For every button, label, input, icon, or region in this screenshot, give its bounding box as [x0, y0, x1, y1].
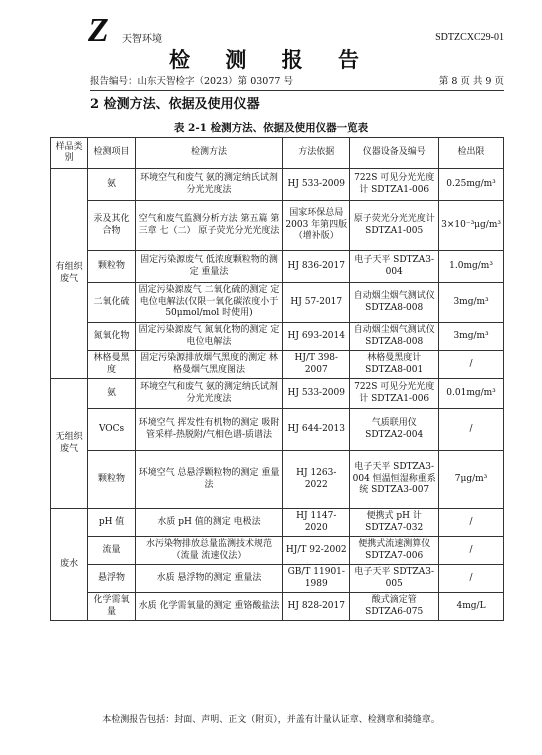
item-cell: 悬浮物	[88, 565, 135, 593]
method-cell: 环境空气和废气 氨的测定纳氏试剂分光光度法	[135, 169, 282, 201]
table-row	[51, 593, 504, 621]
basis-cell: HJ 828-2017	[283, 593, 350, 621]
company-logo	[88, 12, 162, 49]
method-cell: 固定污染源废气 氮氧化物的测定 定电位电解法	[135, 323, 282, 351]
instrument-cell: 自动烟尘烟气测试仪 SDTZA8-008	[350, 283, 439, 323]
category-cell: 废水	[51, 509, 88, 621]
item-cell: 氮氧化物	[88, 323, 135, 351]
method-cell: 固定污染源废气 二氧化硫的测定 定电位电解法(仅限一氧化碳浓度小于 50μmol/mol 时使用)	[135, 283, 282, 323]
basis-cell: 国家环保总局 2003 年第四版（增补版）	[283, 201, 350, 251]
table-row	[51, 323, 504, 351]
instrument-cell: 便携式流速测算仪 SDTZA7-006	[350, 537, 439, 565]
limit-cell: /	[439, 565, 504, 593]
limit-cell: 3mg/m³	[439, 283, 504, 323]
header-basis: 方法依据	[283, 138, 350, 169]
header-instrument: 仪器设备及编号	[350, 138, 439, 169]
footer-note: 本检测报告包括：封面、声明、正文（附页），并盖有计量认证章、检测章和骑缝章。	[102, 715, 440, 725]
item-cell: 化学需氧量	[88, 593, 135, 621]
basis-cell: HJ 1263-2022	[283, 451, 350, 509]
header-category: 样品类别	[51, 138, 88, 169]
report-number: 报告编号：山东天智检字（2023）第 03077 号	[90, 76, 293, 87]
instrument-cell: 电子天平 SDTZA3-005	[350, 565, 439, 593]
table-row	[51, 565, 504, 593]
instrument-cell: 酸式滴定管 SDTZA6-075	[350, 593, 439, 621]
limit-cell: 0.01mg/m³	[439, 379, 504, 409]
category-cell: 无组织废气	[51, 379, 88, 509]
item-cell: 氨	[88, 379, 135, 409]
table-row	[51, 251, 504, 283]
method-cell: 固定污染源废气 低浓度颗粒物的测定 重量法	[135, 251, 282, 283]
limit-cell: /	[439, 537, 504, 565]
instrument-cell: 原子荧光分光光度计 SDTZA1-005	[350, 201, 439, 251]
methods-table	[50, 137, 504, 621]
item-cell: 二氧化硫	[88, 283, 135, 323]
instrument-cell: 722S 可见分光光度计 SDTZA1-006	[350, 169, 439, 201]
item-cell: 颗粒物	[88, 451, 135, 509]
basis-cell: HJ 1147-2020	[283, 509, 350, 537]
item-cell: pH 值	[88, 509, 135, 537]
instrument-cell: 电子天平 SDTZA3-004 恒温恒湿称重系统 SDTZA3-007	[350, 451, 439, 509]
limit-cell: 1.0mg/m³	[439, 251, 504, 283]
method-cell: 水污染物排放总量监测技术规范（流量 流速仪法）	[135, 537, 282, 565]
table-row	[51, 169, 504, 201]
page-title: 检 测 报 告	[169, 47, 373, 72]
limit-cell: 4mg/L	[439, 593, 504, 621]
basis-cell: HJ 57-2017	[283, 283, 350, 323]
basis-cell: HJ 836-2017	[283, 251, 350, 283]
basis-cell: HJ/T 92-2002	[283, 537, 350, 565]
category-cell: 有组织废气	[51, 169, 88, 379]
limit-cell: 7μg/m³	[439, 451, 504, 509]
limit-cell: /	[439, 509, 504, 537]
limit-cell: /	[439, 409, 504, 451]
limit-cell: /	[439, 351, 504, 379]
method-cell: 水质 化学需氧量的测定 重铬酸盐法	[135, 593, 282, 621]
table-row	[51, 537, 504, 565]
basis-cell: GB/T 11901-1989	[283, 565, 350, 593]
page-number: 第 8 页 共 9 页	[438, 76, 504, 87]
header-method: 检测方法	[135, 138, 282, 169]
item-cell: 汞及其化合物	[88, 201, 135, 251]
basis-cell: HJ 533-2009	[283, 169, 350, 201]
limit-cell: 0.25mg/m³	[439, 169, 504, 201]
item-cell: VOCs	[88, 409, 135, 451]
table-row	[51, 201, 504, 251]
method-cell: 环境空气 挥发性有机物的测定 吸附管采样-热脱附/气相色谱-质谱法	[135, 409, 282, 451]
table-row	[51, 351, 504, 379]
instrument-cell: 气质联用仪 SDTZA2-004	[350, 409, 439, 451]
instrument-cell: 电子天平 SDTZA3-004	[350, 251, 439, 283]
basis-cell: HJ 644-2013	[283, 409, 350, 451]
table-header-row	[51, 138, 504, 169]
method-cell: 水质 悬浮物的测定 重量法	[135, 565, 282, 593]
report-meta	[90, 73, 504, 91]
method-cell: 环境空气 总悬浮颗粒物的测定 重量法	[135, 451, 282, 509]
basis-cell: HJ 533-2009	[283, 379, 350, 409]
logo-mark: Z	[88, 12, 108, 49]
table-row	[51, 509, 504, 537]
method-cell: 空气和废气监测分析方法 第五篇 第三章 七（二） 原子荧光分光光度法	[135, 201, 282, 251]
company-name: 天智环境	[122, 34, 162, 45]
header-item: 检测项目	[88, 138, 135, 169]
header-limit: 检出限	[439, 138, 504, 169]
method-cell: 固定污染源排放烟气黑度的测定 林格曼烟气黑度图法	[135, 351, 282, 379]
table-row	[51, 379, 504, 409]
table-caption: 表 2-1 检测方法、依据及使用仪器一览表	[173, 122, 369, 134]
instrument-cell: 722S 可见分光光度计 SDTZA1-006	[350, 379, 439, 409]
table-row	[51, 409, 504, 451]
method-cell: 环境空气和废气 氨的测定纳氏试剂分光光度法	[135, 379, 282, 409]
item-cell: 颗粒物	[88, 251, 135, 283]
instrument-cell: 林格曼黑度计 SDTZA8-001	[350, 351, 439, 379]
item-cell: 流量	[88, 537, 135, 565]
limit-cell: 3×10⁻³μg/m³	[439, 201, 504, 251]
table-row	[51, 283, 504, 323]
table-row	[51, 451, 504, 509]
basis-cell: HJ/T 398-2007	[283, 351, 350, 379]
limit-cell: 3mg/m³	[439, 323, 504, 351]
section-heading: 2 检测方法、依据及使用仪器	[90, 97, 260, 112]
instrument-cell: 便携式 pH 计 SDTZA7-032	[350, 509, 439, 537]
method-cell: 水质 pH 值的测定 电极法	[135, 509, 282, 537]
report-code: SDTZCXC29-01	[435, 32, 504, 43]
instrument-cell: 自动烟尘烟气测试仪 SDTZA8-008	[350, 323, 439, 351]
basis-cell: HJ 693-2014	[283, 323, 350, 351]
item-cell: 林格曼黑度	[88, 351, 135, 379]
item-cell: 氨	[88, 169, 135, 201]
